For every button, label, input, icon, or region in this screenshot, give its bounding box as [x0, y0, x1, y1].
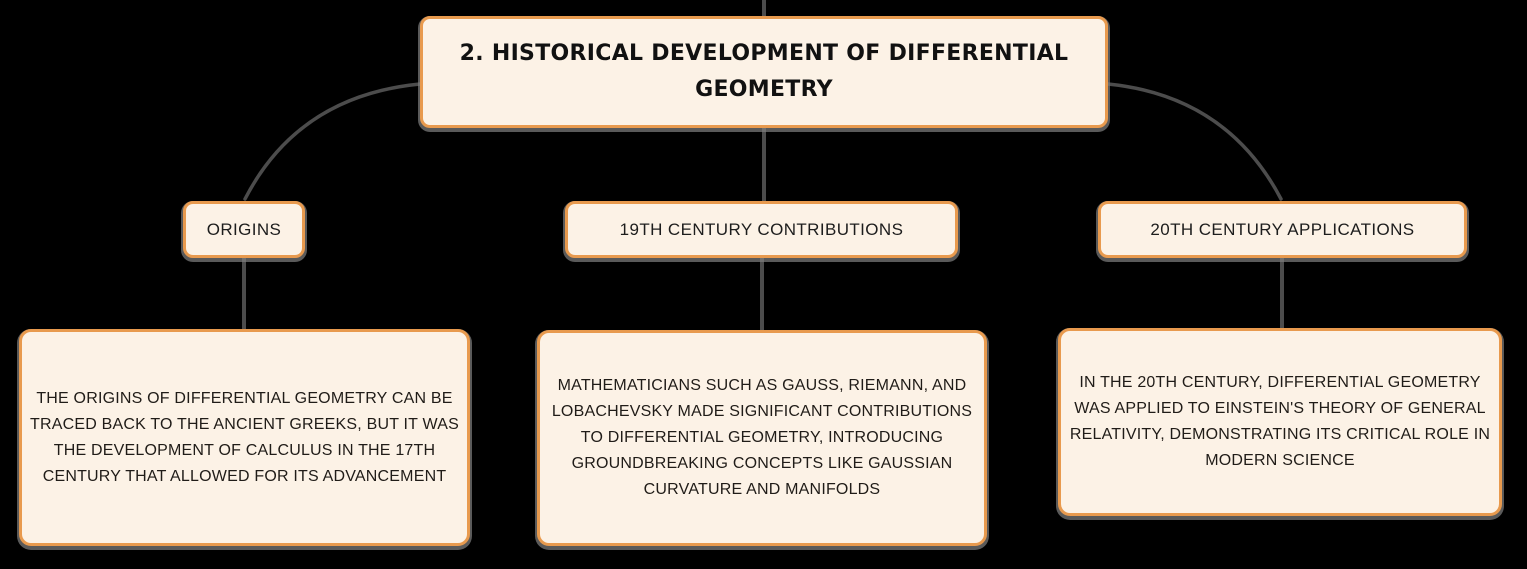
leaf-node-19th-century-detail[interactable]: [537, 330, 987, 546]
branch-node-origins-label: ORIGINS: [206, 219, 282, 239]
leaf-node-20th-century-detail[interactable]: [1058, 328, 1502, 516]
branch-node-origins[interactable]: [183, 201, 305, 258]
leaf-node-20th-century-detail-text: IN THE 20TH CENTURY, DIFFERENTIAL GEOMETRY WAS APPLIED TO EINSTEIN'S THEORY OF GENERAL RELATIVITY, DEMONSTRATING ITS CRITICAL ROLE IN MODERN SCIENCE: [1069, 374, 1491, 469]
branch-node-20th-century-label: 20TH CENTURY APPLICATIONS: [1150, 219, 1415, 239]
connector-root-to-origins: [245, 84, 420, 199]
root-node-label: 2. HISTORICAL DEVELOPMENT OF DIFFERENTIAL GEOMETRY: [459, 41, 1069, 102]
leaf-node-19th-century-detail-text: MATHEMATICIANS SUCH AS GAUSS, RIEMANN, AND LOBACHEVSKY MADE SIGNIFICANT CONTRIBUTIONS TO DIFFERENTIAL GEOMETRY, INTRODUCING GROUNDBREAKING CONCEPTS LIKE GAUSSIAN CURVATURE AND MANIFOLDS: [551, 377, 973, 498]
connector-root-to-20th-century: [1108, 84, 1281, 199]
branch-node-19th-century-contributions[interactable]: [565, 201, 958, 258]
root-node-historical-development[interactable]: [420, 16, 1108, 128]
branch-node-20th-century-applications[interactable]: [1098, 201, 1467, 258]
leaf-node-origins-detail-text: THE ORIGINS OF DIFFERENTIAL GEOMETRY CAN BE TRACED BACK TO THE ANCIENT GREEKS, BUT IT WAS THE DEVELOPMENT OF CALCULUS IN THE 17TH CENTURY THAT ALLOWED FOR ITS ADVANCEMENT: [30, 389, 459, 485]
branch-node-19th-century-label: 19TH CENTURY CONTRIBUTIONS: [619, 219, 904, 239]
leaf-node-origins-detail[interactable]: [19, 329, 470, 546]
